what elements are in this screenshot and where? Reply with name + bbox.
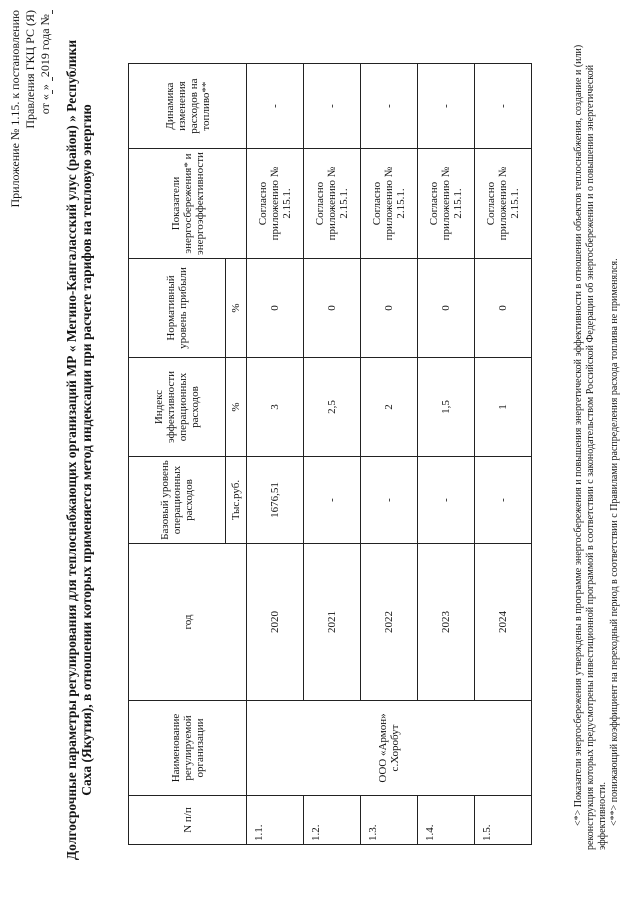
cell-index: 1,5	[418, 358, 475, 457]
header-energy-indicators: Показатели энергосбережения* и энергоэффективности	[129, 149, 247, 259]
header-normative-profit: Нормативный уровень прибыли	[129, 259, 226, 358]
cell-number: 1.2.	[304, 796, 361, 845]
header-number: N п/п	[129, 796, 247, 845]
annex-reference	[8, 10, 53, 440]
cell-year: 2023	[418, 544, 475, 701]
cell-year: 2020	[247, 544, 304, 701]
cell-profit: 0	[418, 259, 475, 358]
document-title: Долгосрочные параметры регулирования для теплоснабжающих организаций МР « Мегино-Кангаласский улус (район) » Республики Саха (Якутия), в отношении которых применяется метод индексации при расчете тарифов на тепловую энергию	[64, 39, 94, 861]
cell-base: -	[304, 457, 361, 544]
table-header-row	[129, 64, 226, 845]
cell-index: 1	[475, 358, 532, 457]
cell-year: 2021	[304, 544, 361, 701]
cell-indicators: Согласно приложению № 2.15.1.	[418, 149, 475, 259]
cell-index: 2,5	[304, 358, 361, 457]
cell-profit: 0	[247, 259, 304, 358]
unit-index: %	[226, 358, 247, 457]
cell-number: 1.5.	[475, 796, 532, 845]
cell-organization: ООО «Армон» с.Хоробут	[247, 701, 532, 796]
unit-profit: %	[226, 259, 247, 358]
cell-number: 1.4.	[418, 796, 475, 845]
annex-date-mid: »	[38, 81, 52, 91]
annex-line-2: Правления ГКЦ РС (Я)	[23, 10, 37, 129]
cell-dynamics: -	[418, 64, 475, 149]
cell-indicators: Согласно приложению № 2.15.1.	[475, 149, 532, 259]
cell-dynamics: -	[361, 64, 418, 149]
header-efficiency-index: Индекс эффективности операционных расходов	[129, 358, 226, 457]
cell-number: 1.1.	[247, 796, 304, 845]
cell-year: 2022	[361, 544, 418, 701]
cell-number: 1.3.	[361, 796, 418, 845]
annex-year: 2019 года №	[38, 14, 52, 78]
annex-month-handwritten	[38, 77, 53, 81]
footnotes	[573, 10, 621, 850]
cell-base: 1676,51	[247, 457, 304, 544]
cell-base: -	[475, 457, 532, 544]
annex-line-3	[38, 10, 53, 440]
cell-indicators: Согласно приложению № 2.15.1.	[361, 149, 418, 259]
cell-profit: 0	[304, 259, 361, 358]
cell-base: -	[361, 457, 418, 544]
footnote-energy-saving: <*> Показатели энергосбережения утверждены в программе энергосбережения и повышения энергетической эффективности в отношении объектов теплоснабжения, создание и (или) реконструкция которых предусмотрены инвестиционной программой в соответствии с законодательством Российской Федерации об энергосбережении и о повышении энергетической эффективности.	[573, 44, 608, 850]
annex-date-prefix: от «	[38, 94, 52, 115]
header-organization: Наименование регулируемой организации	[129, 701, 247, 796]
cell-dynamics: -	[247, 64, 304, 149]
parameters-table	[128, 63, 532, 845]
annex-line-1: Приложение № 1.15. к постановлению	[8, 10, 22, 208]
cell-indicators: Согласно приложению № 2.15.1.	[247, 149, 304, 259]
table-row	[247, 64, 304, 845]
cell-year: 2024	[475, 544, 532, 701]
header-fuel-dynamics: Динамика изменения расходов на топливо**	[129, 64, 247, 149]
annex-number-handwritten	[38, 10, 53, 14]
cell-indicators: Согласно приложению № 2.15.1.	[304, 149, 361, 259]
cell-base: -	[418, 457, 475, 544]
cell-dynamics: -	[304, 64, 361, 149]
cell-profit: 0	[361, 259, 418, 358]
unit-base: Тыс.руб.	[226, 457, 247, 544]
cell-dynamics: -	[475, 64, 532, 149]
cell-index: 2	[361, 358, 418, 457]
cell-index: 3	[247, 358, 304, 457]
cell-profit: 0	[475, 259, 532, 358]
header-year: год	[129, 544, 247, 701]
header-base-level: Базовый уровень операционных расходов	[129, 457, 226, 544]
annex-day-handwritten	[38, 90, 53, 94]
rotated-content	[8, 10, 628, 890]
footnote-fuel-coefficient: <**> понижающий коэффициент на переходный период в соответствии с Правилами распределения расхода топлива не применялся.	[609, 258, 620, 826]
